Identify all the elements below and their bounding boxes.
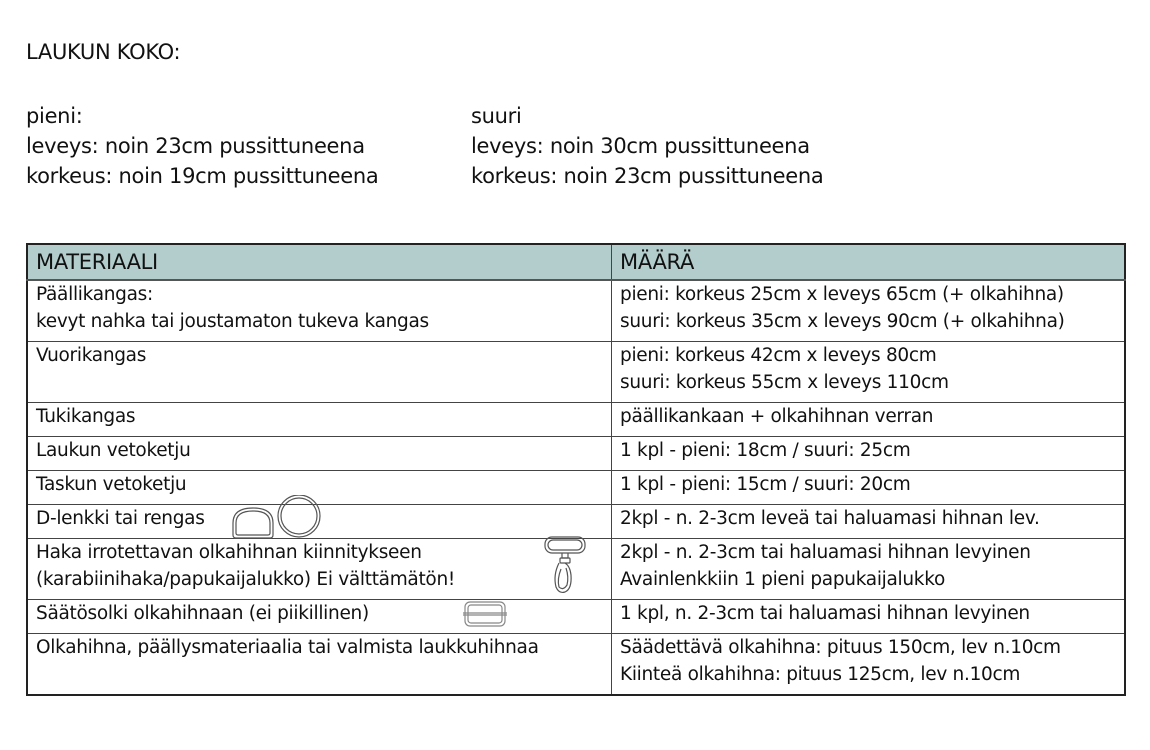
slide-buckle-icon — [461, 600, 509, 628]
table-row — [27, 437, 1125, 471]
amount-cell — [612, 280, 1126, 342]
material-cell-content — [36, 505, 603, 532]
column-header-material: MATERIAALI — [27, 244, 612, 280]
amount-line: suuri: korkeus 55cm x leveys 110cm — [620, 372, 949, 393]
amount-line: pieni: korkeus 25cm x leveys 65cm (+ olkahihna) — [620, 284, 1064, 305]
o-ring-icon — [278, 495, 320, 537]
table-row — [27, 634, 1125, 696]
size-large-width: leveys: noin 30cm pussittuneena — [471, 134, 810, 158]
bag-size-heading: LAUKUN KOKO: — [26, 40, 181, 64]
amount-line: pieni: korkeus 42cm x leveys 80cm — [620, 345, 937, 366]
amount-cell: 1 kpl - pieni: 15cm / suuri: 20cm — [612, 471, 1126, 505]
amount-cell — [612, 539, 1126, 600]
material-cell — [27, 539, 612, 600]
table-header-row — [27, 244, 1125, 280]
amount-cell: 2kpl - n. 2-3cm leveä tai haluamasi hihnan lev. — [612, 505, 1126, 539]
amount-cell: 1 kpl - pieni: 18cm / suuri: 25cm — [612, 437, 1126, 471]
material-cell — [27, 634, 612, 696]
material-cell-content — [36, 600, 603, 627]
material-line: kevyt nahka tai joustamaton tukeva kangas — [36, 311, 429, 332]
material-line: Säätösolki olkahihnaan (ei piikillinen) — [36, 603, 369, 624]
material-line: Päällikangas: — [36, 284, 153, 305]
amount-line: Kiinteä olkahihna: pituus 125cm, lev n.10cm — [620, 664, 1021, 685]
material-line: Olkahihna, päällysmateriaalia tai valmista laukkuhihnaa — [36, 637, 539, 658]
amount-line: 2kpl - n. 2-3cm tai haluamasi hihnan levyinen — [620, 542, 1031, 563]
material-cell — [27, 342, 612, 403]
amount-cell: 1 kpl, n. 2-3cm tai haluamasi hihnan levyinen — [612, 600, 1126, 634]
material-cell — [27, 505, 612, 539]
amount-line: suuri: korkeus 35cm x leveys 90cm (+ olkahihna) — [620, 311, 1065, 332]
swivel-snap-hook-icon — [541, 535, 589, 595]
amount-line: Avainlenkkiin 1 pieni papukaijalukko — [620, 569, 945, 590]
table-row — [27, 539, 1125, 600]
material-cell: Taskun vetoketju — [27, 471, 612, 505]
size-small — [26, 101, 378, 191]
material-line: (karabiinihaka/papukaijalukko) Ei välttämätön! — [36, 569, 455, 590]
material-line: Haka irrotettavan olkahihnan kiinnitykseen — [36, 542, 422, 563]
material-cell — [27, 280, 612, 342]
size-small-width: leveys: noin 23cm pussittuneena — [26, 134, 365, 158]
amount-cell — [612, 634, 1126, 696]
table-row — [27, 280, 1125, 342]
size-large-label: suuri — [471, 104, 522, 128]
table-row — [27, 505, 1125, 539]
material-line: D-lenkki tai rengas — [36, 508, 205, 529]
size-small-label: pieni: — [26, 104, 83, 128]
table-row — [27, 600, 1125, 634]
d-ring-icon — [233, 508, 273, 538]
size-large — [471, 101, 823, 191]
size-large-height: korkeus: noin 23cm pussittuneena — [471, 164, 824, 188]
material-cell: Tukikangas — [27, 403, 612, 437]
d-ring-and-o-ring-icon — [229, 495, 349, 541]
material-cell-content — [36, 539, 603, 593]
table-row — [27, 342, 1125, 403]
amount-cell — [612, 342, 1126, 403]
table-row — [27, 471, 1125, 505]
material-cell — [27, 600, 612, 634]
column-header-amount: MÄÄRÄ — [612, 244, 1126, 280]
table-row — [27, 403, 1125, 437]
materials-table — [26, 243, 1126, 696]
material-line: Vuorikangas — [36, 345, 147, 366]
material-cell: Laukun vetoketju — [27, 437, 612, 471]
size-small-height: korkeus: noin 19cm pussittuneena — [26, 164, 379, 188]
amount-cell: päällikankaan + olkahihnan verran — [612, 403, 1126, 437]
amount-line: Säädettävä olkahihna: pituus 150cm, lev n.10cm — [620, 637, 1061, 658]
